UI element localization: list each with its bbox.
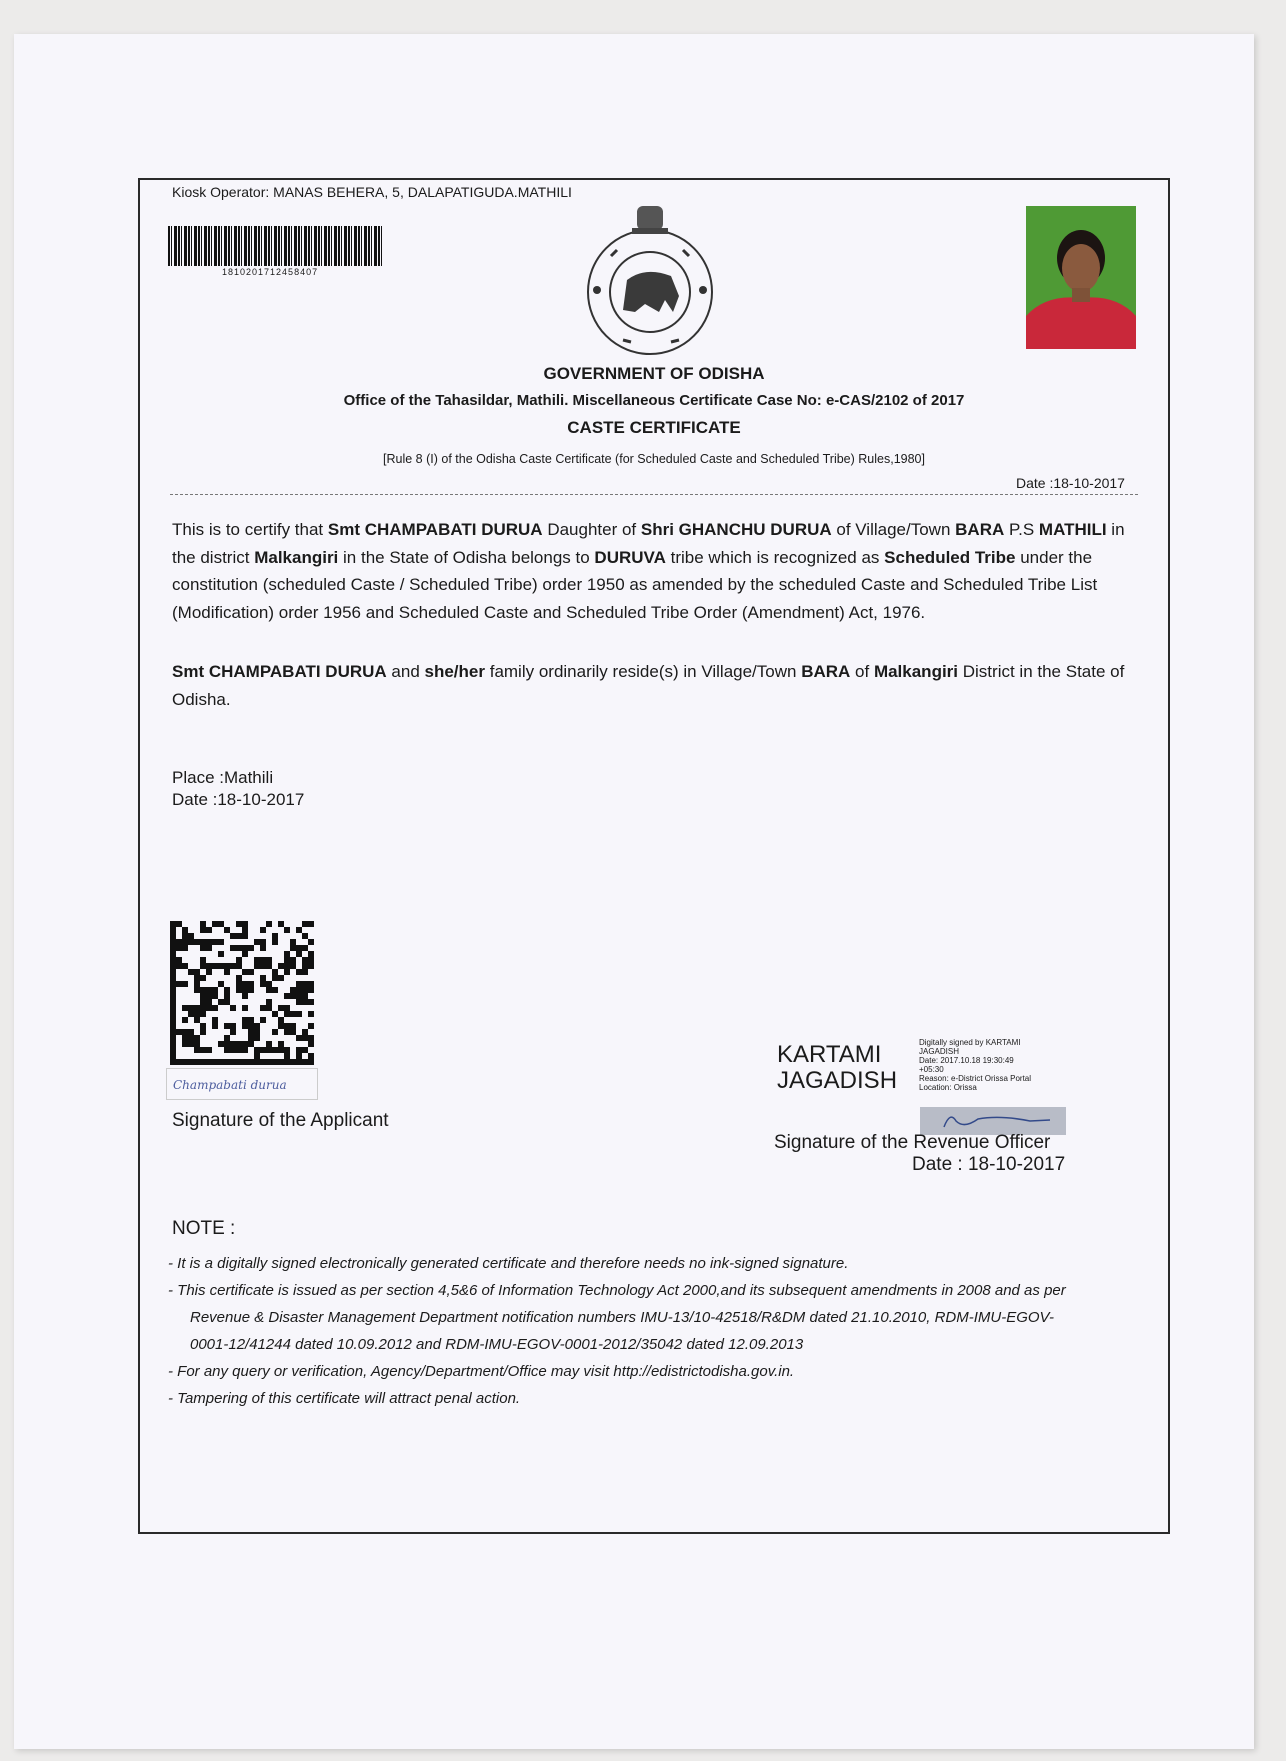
- police-station: MATHILI: [1038, 520, 1107, 539]
- place-date: Date :18-10-2017: [172, 790, 305, 809]
- text-run: of Village/Town: [831, 520, 956, 539]
- text-run: in the district: [172, 520, 1125, 567]
- government-title: GOVERNMENT OF ODISHA: [543, 364, 765, 383]
- village-name: BARA: [955, 520, 1005, 539]
- district-name: Malkangiri: [873, 662, 959, 681]
- kiosk-operator: Kiosk Operator: MANAS BEHERA, 5, DALAPATIGUDA.MATHILI: [172, 184, 572, 200]
- text-run: tribe which is recognized as: [665, 547, 885, 567]
- applicant-signature: Champabati durua: [166, 1068, 318, 1100]
- officer-name-line: JAGADISH: [777, 1067, 898, 1094]
- barcode-number: 1810201712458407: [222, 267, 319, 277]
- certificate-title: CASTE CERTIFICATE: [567, 418, 741, 437]
- note-item: - This certificate is issued as per section 4,5&6 of Information Technology Act 2000,and its subsequent amendments in 2008 and as per Revenue & Disaster Management Department notification numbers IMU-13/10-42518/R&DM dated 21.10.2010, RDM-IMU-EGOV-0001-12/41244 dated 10.09.2012 and RDM-IMU-EGOV-0001-2012/35042 dated 12.09.2013: [168, 1282, 1066, 1353]
- applicant-signature-label: Signature of the Applicant: [172, 1110, 389, 1131]
- text-run: and: [386, 662, 425, 681]
- place-date-block: [172, 767, 304, 811]
- dsig-line: Reason: e-District Orissa Portal: [919, 1074, 1032, 1083]
- text-run: in the State of Odisha belongs to: [338, 547, 595, 567]
- dsig-line: JAGADISH: [919, 1047, 960, 1056]
- category: Scheduled Tribe: [884, 547, 1016, 567]
- note-item: - It is a digitally signed electronically generated certificate and therefore needs no ink-signed signature.: [168, 1255, 849, 1272]
- father-name: Shri GHANCHU DURUA: [640, 520, 832, 539]
- issue-date: Date :18-10-2017: [1016, 475, 1125, 491]
- applicant-name: Smt CHAMPABATI DURUA: [327, 520, 543, 539]
- tribe-name: DURUVA: [594, 547, 666, 567]
- dsig-line: Location: Orissa: [919, 1083, 977, 1092]
- text-run: P.S: [1004, 520, 1039, 539]
- certification-paragraph: [172, 516, 1140, 626]
- note-list: [168, 1250, 1088, 1412]
- text-run: District in the State of Odisha.: [172, 662, 1125, 709]
- barcode: [168, 226, 382, 266]
- dsig-line: Date: 2017.10.18 19:30:49: [919, 1056, 1014, 1065]
- signature-stamp: [920, 1107, 1066, 1135]
- note-item: - For any query or verification, Agency/Department/Office may visit http://edistrictodisha.gov.in.: [168, 1363, 795, 1380]
- text-run: of: [850, 662, 874, 681]
- note-heading: NOTE :: [172, 1218, 236, 1239]
- text-run: under the constitution (scheduled Caste / Scheduled Tribe) order 1950 as amended by the scheduled Caste and Scheduled Tribe List (Modification) order 1956 and Scheduled Caste and Scheduled Tribe Order (Amendment) Act, 1976.: [172, 547, 1098, 622]
- dsig-line: +05:30: [919, 1065, 944, 1074]
- officer-name-line: KARTAMI: [777, 1041, 882, 1068]
- digital-signature-details: [919, 1038, 1031, 1092]
- odisha-emblem-icon: [575, 200, 725, 360]
- text-run: Daughter of: [542, 520, 641, 539]
- place: Place :Mathili: [172, 768, 274, 787]
- district-name: Malkangiri: [254, 547, 339, 567]
- revenue-officer-label: Signature of the Revenue Officer: [774, 1132, 1051, 1153]
- village-name: BARA: [801, 662, 851, 681]
- residence-paragraph: [172, 658, 1140, 713]
- revenue-officer-date: Date : 18-10-2017: [912, 1154, 1066, 1175]
- rule-line: [Rule 8 (I) of the Odisha Caste Certificate (for Scheduled Caste and Scheduled Tribe) Rules,1980]: [383, 452, 925, 466]
- officer-name: [777, 1042, 897, 1094]
- text-run: family ordinarily reside(s) in Village/Town: [485, 662, 802, 681]
- office-line: Office of the Tahasildar, Mathili. Miscellaneous Certificate Case No: e-CAS/2102 of 2017: [343, 392, 965, 409]
- note-item: - Tampering of this certificate will attract penal action.: [168, 1390, 521, 1407]
- applicant-name: Smt CHAMPABATI DURUA: [172, 662, 387, 681]
- divider: [170, 494, 1138, 495]
- text-run: This is to certify that: [172, 520, 328, 539]
- dsig-line: Digitally signed by KARTAMI: [919, 1038, 1021, 1047]
- pronoun: she/her: [424, 662, 485, 681]
- applicant-photo: [1026, 206, 1136, 349]
- qr-code: [170, 921, 314, 1065]
